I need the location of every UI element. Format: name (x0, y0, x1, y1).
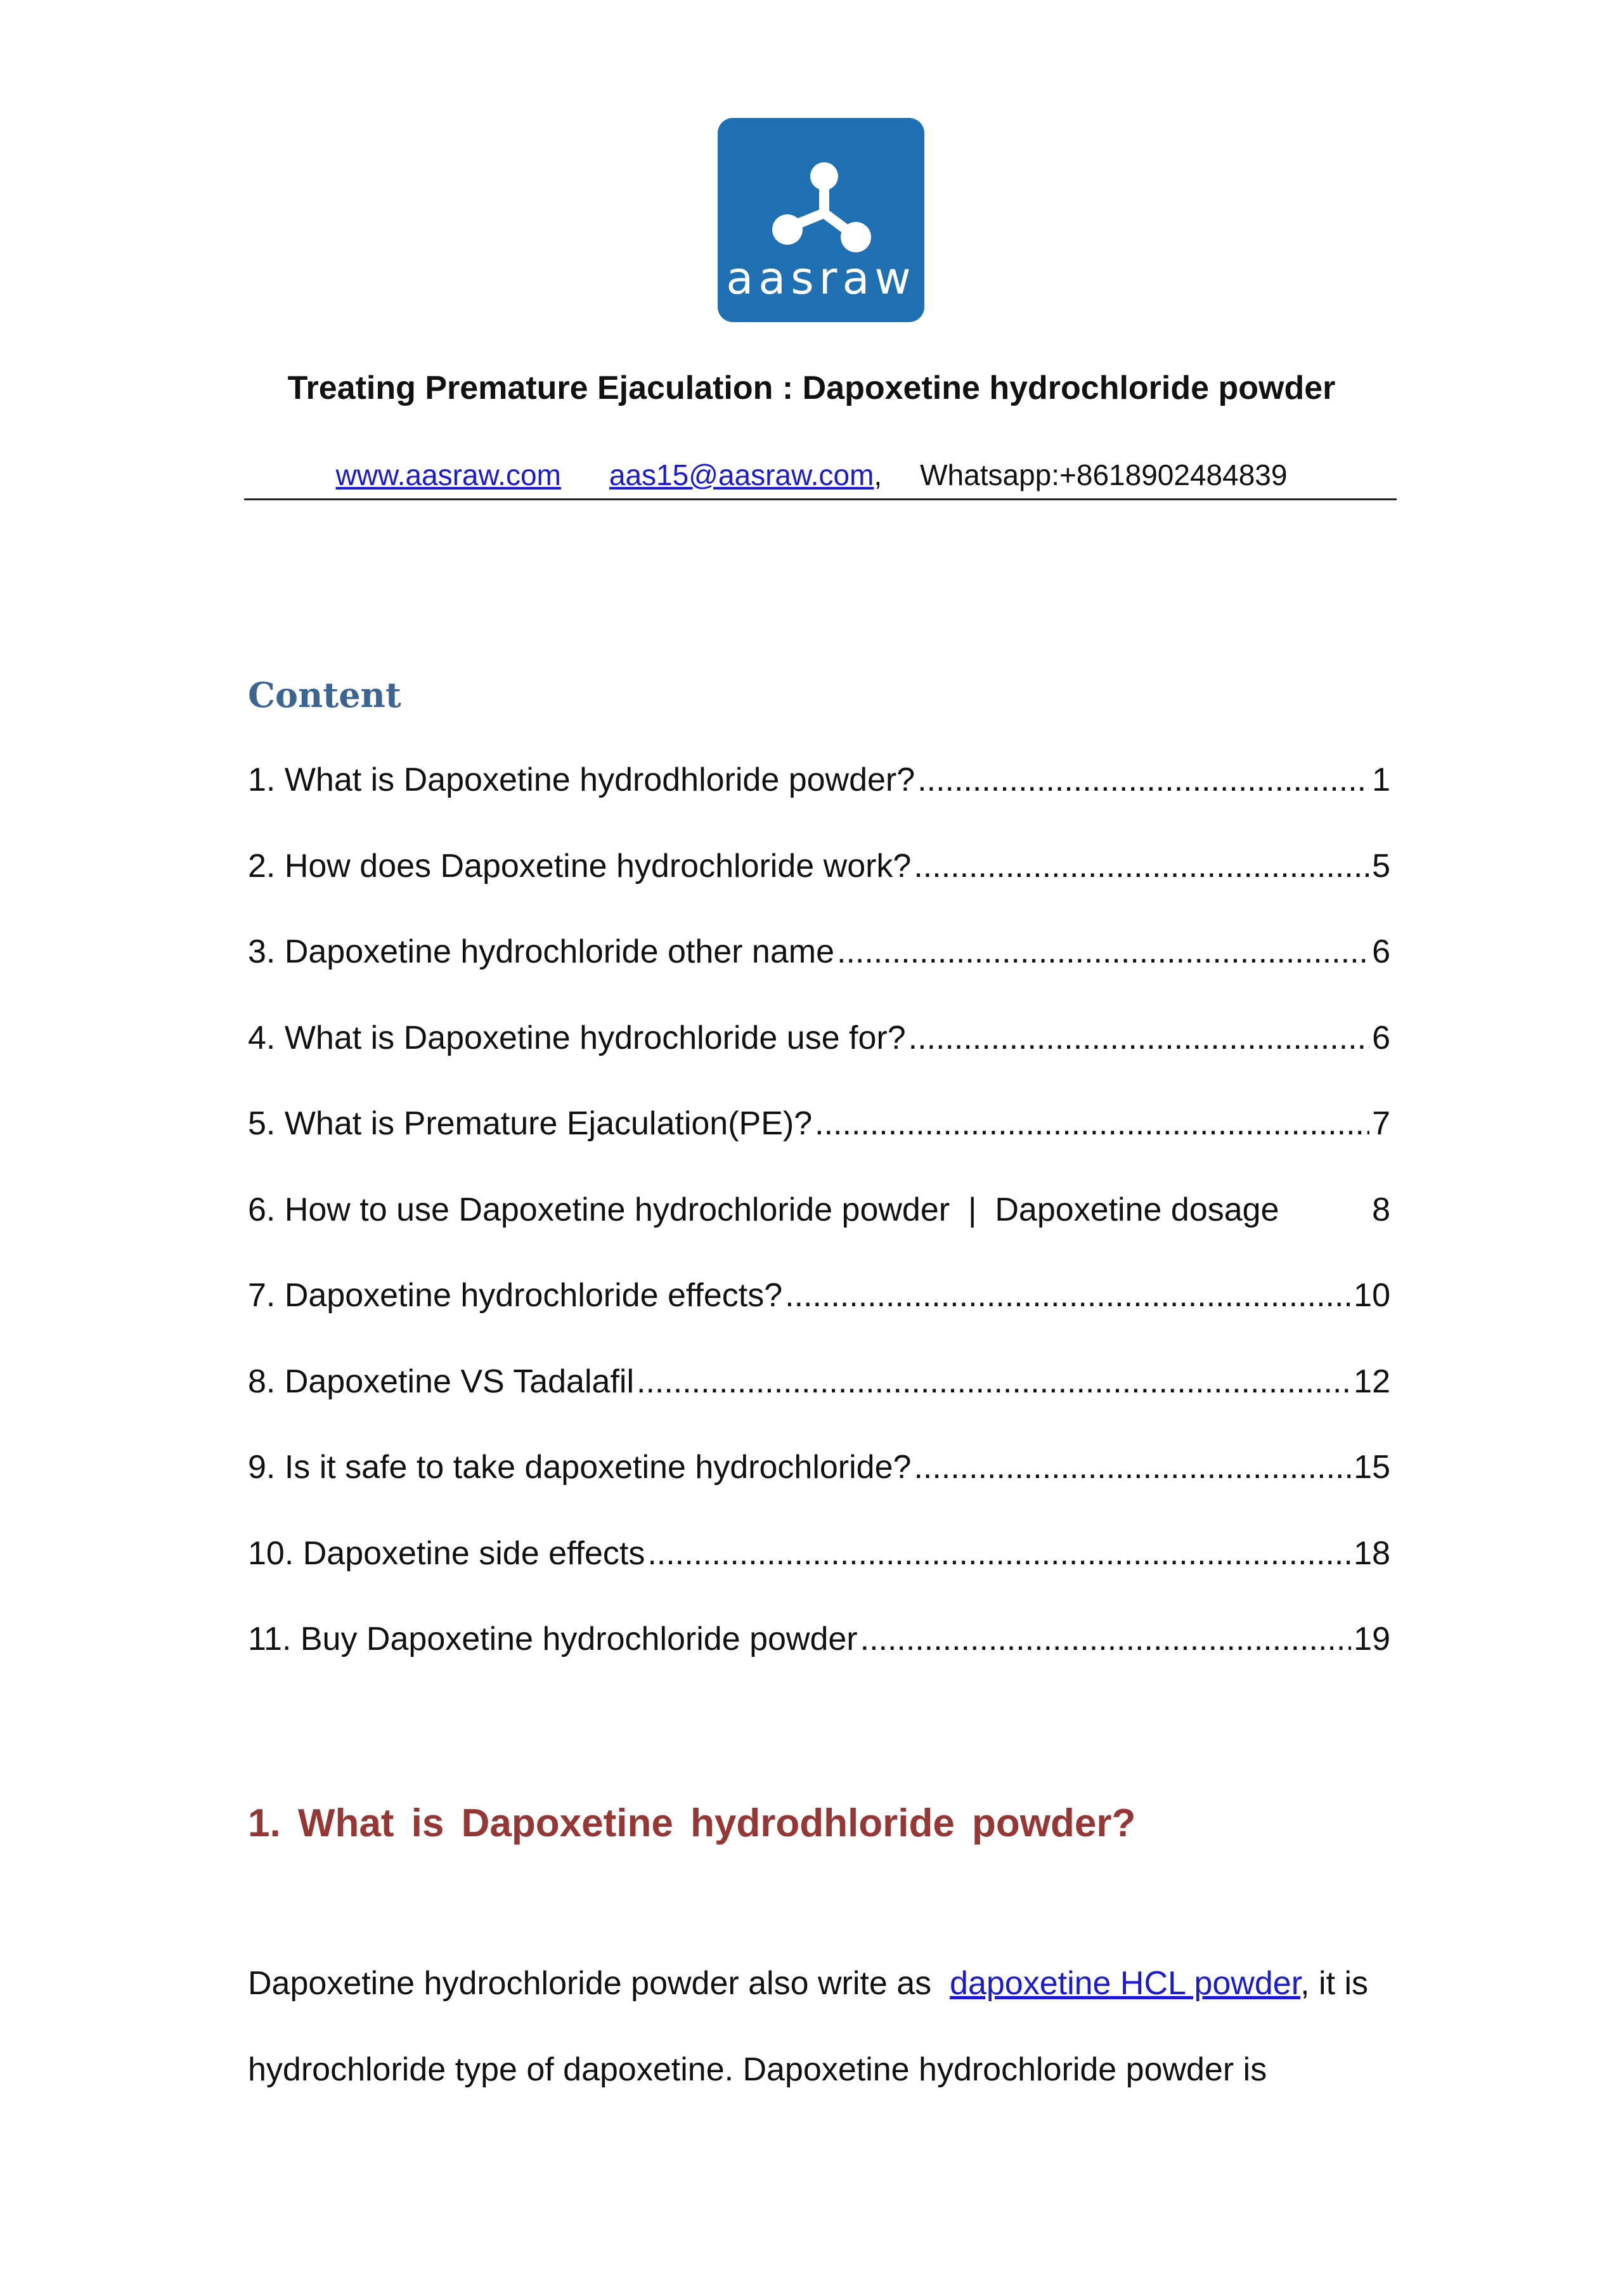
toc-leader-dots (914, 1448, 1351, 1486)
website-link[interactable]: www.aasraw.com (335, 458, 561, 491)
toc-leader-dots (917, 761, 1369, 799)
toc-entry[interactable] (248, 1448, 1390, 1534)
toc-entry[interactable] (248, 1620, 1390, 1706)
toc-entry-label: 6. How to use Dapoxetine hydrochloride powder | Dapoxetine dosage (248, 1191, 1279, 1228)
toc-page-number: 6 (1372, 1019, 1390, 1056)
document-title: Treating Premature Ejaculation : Dapoxetine hydrochloride powder (287, 370, 1336, 406)
toc-leader-dots (860, 1620, 1352, 1658)
toc-entry-label: 5. What is Premature Ejaculation(PE)? (248, 1105, 813, 1142)
toc-entry-label: 4. What is Dapoxetine hydrochloride use for? (248, 1019, 906, 1056)
toc-entry[interactable] (248, 1276, 1390, 1363)
toc-leader-dots (837, 933, 1369, 971)
toc-page-number: 6 (1372, 933, 1390, 970)
aasraw-logo (718, 118, 924, 322)
toc-entry-label: 9. Is it safe to take dapoxetine hydrochloride? (248, 1449, 912, 1486)
toc-entry[interactable] (248, 1019, 1390, 1105)
toc-leader-dots (647, 1534, 1351, 1573)
toc-heading: Content (248, 675, 401, 715)
toc-entry-label: 7. Dapoxetine hydrochloride effects? (248, 1277, 783, 1314)
dapoxetine-hcl-link[interactable]: dapoxetine HCL powder (950, 1965, 1301, 2002)
toc-page-number: 15 (1354, 1449, 1390, 1486)
section-heading: 1. What is Dapoxetine hydrodhloride powder? (248, 1801, 1136, 1845)
toc-leader-dots (785, 1276, 1351, 1314)
toc-entry-label: 10. Dapoxetine side effects (248, 1534, 645, 1572)
toc-entry[interactable] (248, 1363, 1390, 1449)
toc-entry[interactable] (248, 1191, 1390, 1277)
toc-entry[interactable] (248, 761, 1390, 847)
toc-entry-label: 1. What is Dapoxetine hydrodhloride powder? (248, 762, 915, 798)
toc-leader-dots (908, 1019, 1369, 1057)
toc-page-number: 18 (1354, 1534, 1390, 1572)
toc-entry[interactable] (248, 1534, 1390, 1621)
toc-leader-dots (914, 847, 1369, 885)
table-of-contents (248, 761, 1390, 1706)
body-text-after-link: , it is hydrochloride type of dapoxetine. Dapoxetine hydrochloride powder is (248, 1965, 1369, 2088)
toc-entry[interactable] (248, 847, 1390, 933)
contact-line (0, 458, 1623, 492)
toc-leader-dots (637, 1363, 1351, 1401)
email-comma: , (874, 458, 883, 491)
header-divider (244, 498, 1397, 500)
toc-page-number: 19 (1354, 1621, 1390, 1657)
toc-entry-label: 2. How does Dapoxetine hydrochloride work? (248, 847, 912, 885)
toc-page-number: 1 (1372, 762, 1390, 798)
toc-page-number: 12 (1354, 1363, 1390, 1400)
toc-page-number: 8 (1372, 1191, 1390, 1228)
toc-entry[interactable] (248, 933, 1390, 1019)
logo-wordmark: aasraw (726, 252, 916, 304)
toc-leader-dots (815, 1105, 1369, 1143)
body-paragraph (248, 1940, 1390, 2113)
whatsapp-number: Whatsapp:+8618902484839 (920, 458, 1288, 491)
toc-entry-label: 11. Buy Dapoxetine hydrochloride powder (248, 1621, 858, 1657)
email-link[interactable]: aas15@aasraw.com (609, 458, 874, 491)
body-text-before-link: Dapoxetine hydrochloride powder also write as (248, 1965, 950, 2002)
toc-page-number: 10 (1354, 1277, 1390, 1314)
toc-entry[interactable] (248, 1105, 1390, 1191)
toc-page-number: 7 (1372, 1105, 1390, 1142)
toc-entry-label: 8. Dapoxetine VS Tadalafil (248, 1363, 634, 1400)
toc-page-number: 5 (1372, 847, 1390, 885)
toc-entry-label: 3. Dapoxetine hydrochloride other name (248, 933, 835, 970)
